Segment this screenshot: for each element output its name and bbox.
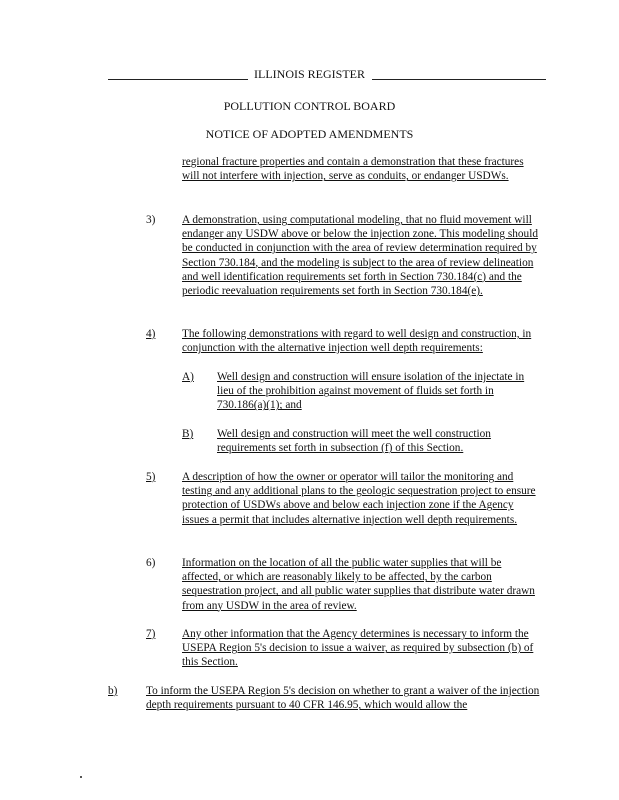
item-4-number: 4) [146, 328, 156, 340]
item-3-number: 3) [146, 214, 156, 226]
board-title: POLLUTION CONTROL BOARD [223, 99, 396, 113]
item-4a-label: A) [182, 371, 194, 383]
scan-speck [80, 776, 82, 778]
item-6-text: Information on the location of all the public water supplies that will be affected, or which are reasonably likely to be affected, by the carbon sequestration project, and all public water supplies that distribute water drawn from any USDW in the area of review. [182, 557, 535, 612]
item-5-text: A description of how the owner or operator will tailor the monitoring and testing and any additional plans to the geologic sequestration project to ensure protection of USDWs above and below each injection zone if the Agency issues a permit that includes alternative injection well depth requirements. [182, 471, 536, 526]
item-4a-text: Well design and construction will ensure isolation of the injectate in lieu of the prohibition against movement of fluids set forth in 730.186(a)(1); and [217, 371, 525, 412]
item-7-text: Any other information that the Agency determines is necessary to inform the USEPA Region 5's decision to issue a waiver, as required by subsection (b) of this Section. [182, 628, 534, 669]
item-4b-label: B) [182, 428, 194, 440]
item-6-number: 6) [146, 557, 156, 569]
item-7-number: 7) [146, 628, 156, 640]
continuation-paragraph: regional fracture properties and contain a demonstration that these fractures will not interfere with injection, serve as conduits, or endanger USDWs. [182, 156, 524, 183]
header-rule-right [372, 79, 546, 80]
register-title: ILLINOIS REGISTER [254, 67, 365, 81]
item-3-text: A demonstration, using computational modeling, that no fluid movement will endanger any USDW above or below the injection zone. This modeling should be conducted in conjunction with the area of review determination required by Section 730.184, and the modeling is subject to the area of review delineation and well identification requirements set forth in Section 730.184(c) and the periodic reevaluation requirements set forth in Section 730.184(e). [182, 214, 538, 298]
item-5-number: 5) [146, 471, 156, 483]
item-b-label: b) [108, 685, 118, 697]
item-4b-text: Well design and construction will meet the well construction requirements set forth in subsection (f) of this Section. [217, 428, 491, 455]
notice-title: NOTICE OF ADOPTED AMENDMENTS [205, 127, 414, 141]
item-4-text: The following demonstrations with regard to well design and construction, in conjunction with the alternative injection well depth requirements: [182, 328, 532, 355]
item-b-text: To inform the USEPA Region 5's decision on whether to grant a waiver of the injection depth requirements pursuant to 40 CFR 146.95, which would allow the [146, 685, 540, 712]
